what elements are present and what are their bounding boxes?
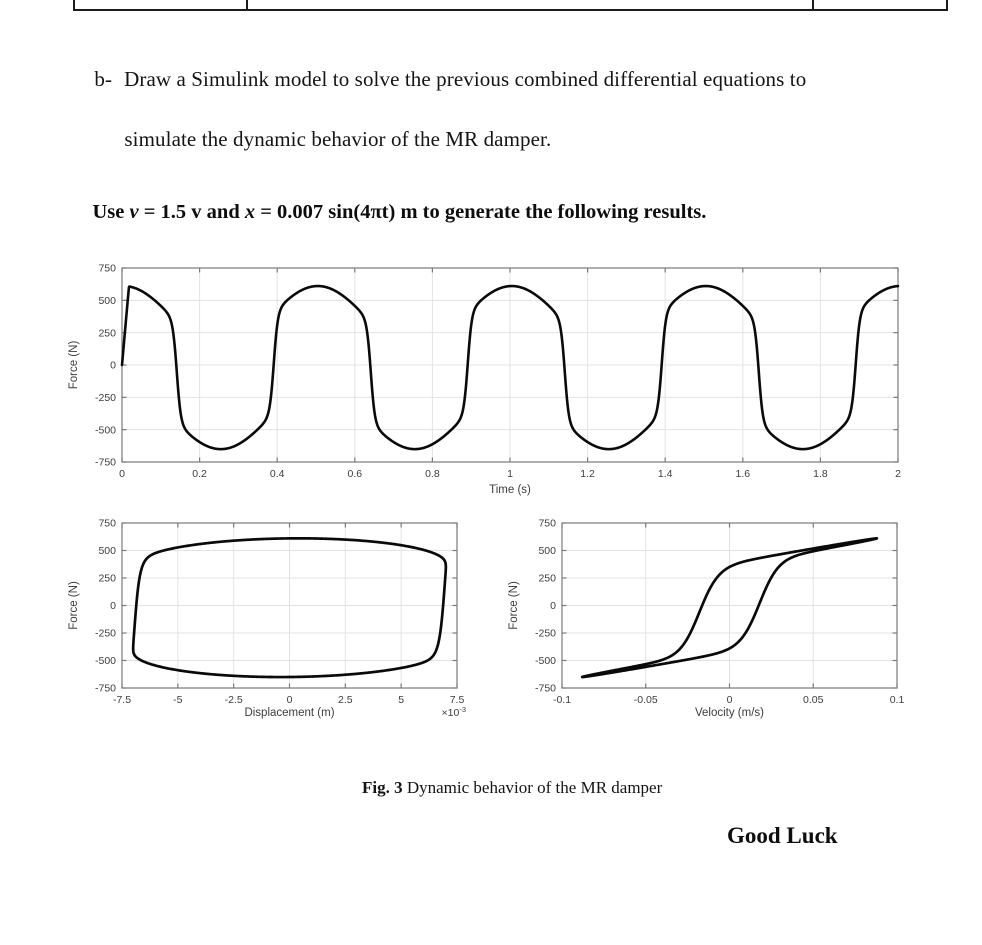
x-tick-label: 0.05 xyxy=(803,694,824,706)
x-tick-label: 1.4 xyxy=(657,468,673,480)
x-tick-label: 7.5 xyxy=(449,694,465,706)
x-tick-label: 1.2 xyxy=(580,468,595,480)
y-tick-label: -750 xyxy=(534,682,556,695)
x-tick-label: 0 xyxy=(726,694,733,706)
x-tick-label: 0.1 xyxy=(889,694,905,706)
y-tick-label: -250 xyxy=(94,627,116,640)
y-tick-label: 250 xyxy=(98,572,116,585)
y-tick-label: 250 xyxy=(98,327,116,340)
instruction-part1: Use xyxy=(92,201,130,223)
question-marker: b- xyxy=(94,67,113,91)
table-border-vertical-left xyxy=(73,0,75,11)
x-axis-exponent: $\times 10^{-3}$ xyxy=(441,705,466,719)
figure-caption-label: Fig. 3 xyxy=(362,778,403,797)
instruction-var-v: v xyxy=(129,201,139,223)
x-tick-label: 0 xyxy=(119,468,125,480)
instruction-part2: = 1.5 v and xyxy=(138,201,245,223)
x-axis-label: Displacement (m) xyxy=(244,707,335,719)
instruction-line xyxy=(72,178,706,247)
x-tick-label: 2 xyxy=(895,468,901,480)
question-line1-text: Draw a Simulink model to solve the previous combined differential equations to xyxy=(124,67,807,91)
y-tick-label: 500 xyxy=(538,545,556,558)
x-tick-label: -0.05 xyxy=(633,694,658,706)
instruction-part3: = 0.007 sin(4πt) m to generate the following results. xyxy=(255,201,707,223)
y-axis-label: Force (N) xyxy=(68,581,80,630)
y-tick-label: 0 xyxy=(550,600,556,613)
y-tick-label: 750 xyxy=(98,517,116,530)
y-tick-label: 750 xyxy=(98,262,116,275)
y-tick-label: 250 xyxy=(538,572,556,585)
x-axis-label: Velocity (m/s) xyxy=(694,707,765,719)
x-tick-label: 0.4 xyxy=(269,468,285,480)
x-tick-label: 1.6 xyxy=(735,468,751,480)
x-tick-label: 0.2 xyxy=(192,468,207,480)
y-tick-label: -500 xyxy=(94,655,116,668)
x-tick-label: -0.1 xyxy=(552,694,572,706)
instruction-var-x: x xyxy=(244,201,256,223)
x-tick-label: 0 xyxy=(286,694,293,706)
closing-text: Good Luck xyxy=(727,823,838,848)
x-tick-label: 0.8 xyxy=(425,468,440,480)
force-vs-time-svg xyxy=(55,257,915,507)
x-tick-label: -5 xyxy=(173,694,183,706)
table-border-horizontal xyxy=(73,9,948,11)
y-tick-label: 750 xyxy=(538,517,556,530)
y-tick-label: -500 xyxy=(534,655,556,668)
table-cell-divider-2 xyxy=(812,0,814,11)
x-tick-label: 5 xyxy=(398,694,405,706)
x-tick-label: -2.5 xyxy=(224,694,243,706)
force-vs-displacement-chart xyxy=(55,515,475,730)
y-tick-label: 0 xyxy=(110,600,116,613)
force-vs-velocity-svg xyxy=(495,515,915,730)
x-tick-label: 0.6 xyxy=(347,468,363,480)
y-tick-label: -500 xyxy=(94,424,116,437)
figure-caption-text: Dynamic behavior of the MR damper xyxy=(402,778,663,797)
y-axis-label: Force (N) xyxy=(508,581,520,630)
table-cell-divider-1 xyxy=(246,0,248,11)
question-b-line2 xyxy=(103,102,551,177)
y-tick-label: 500 xyxy=(98,294,116,307)
y-tick-label: -750 xyxy=(94,456,116,469)
x-tick-label: 1 xyxy=(507,468,513,480)
question-line2-text: simulate the dynamic behavior of the MR damper. xyxy=(124,127,552,151)
force-vs-displacement-svg xyxy=(55,515,475,730)
force-vs-time-chart xyxy=(55,257,915,507)
x-tick-label: -7.5 xyxy=(112,694,132,706)
force-vs-velocity-chart xyxy=(495,515,915,730)
x-tick-label: 2.5 xyxy=(338,694,353,706)
x-axis-label: Time (s) xyxy=(489,484,531,496)
y-tick-label: -750 xyxy=(94,682,116,695)
x-tick-label: 1.8 xyxy=(813,468,828,480)
y-tick-label: 0 xyxy=(110,359,116,372)
y-axis-label: Force (N) xyxy=(68,340,80,390)
y-tick-label: 500 xyxy=(98,545,116,558)
figure-caption xyxy=(345,758,662,818)
table-border-vertical-right xyxy=(946,0,948,11)
y-tick-label: -250 xyxy=(534,627,556,640)
y-tick-label: -250 xyxy=(94,391,116,404)
